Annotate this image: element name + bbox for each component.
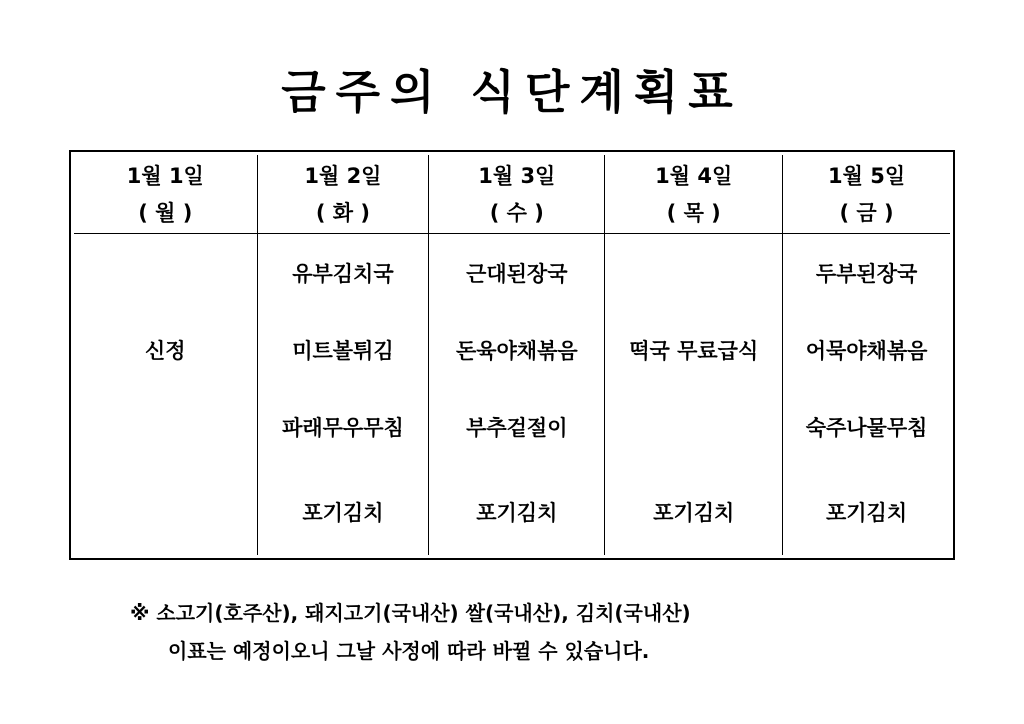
menu-table [74,155,950,555]
dish-item: 숙주나물무침 [805,415,928,440]
day-weekday: ( 월 ) [138,200,193,225]
dish-item [74,493,257,533]
dish-item: 신정 [145,338,186,363]
dish-item: 두부된장국 [815,261,918,286]
disclaimer-note: 이표는 예정이오니 그날 사정에 따라 바뀔 수 있습니다. [168,639,650,663]
day-weekday: ( 수 ) [489,200,544,225]
dish-item [605,254,782,294]
day-header [429,155,605,233]
footnote [130,594,691,670]
dish-item [74,408,257,448]
menu-row [74,233,950,555]
header-row [74,155,950,233]
dish-item: 근대된장국 [466,261,568,286]
day-header [74,155,257,233]
dish-item: 부추겉절이 [466,415,568,440]
day-header [783,155,950,233]
day-weekday: ( 화 ) [315,200,370,225]
day-date: 1월 4일 [655,163,733,188]
page-title: 금주의 식단계획표 [281,65,743,119]
dish-item: 미트볼튀김 [292,338,394,363]
day-header [257,155,429,233]
menu-table-frame [69,150,955,560]
dish-item: 포기김치 [476,500,558,525]
day-weekday: ( 금 ) [839,200,894,225]
day-date: 1월 3일 [478,163,556,188]
day-date: 1월 5일 [828,163,906,188]
origin-note: ※ 소고기(호주산), 돼지고기(국내산) 쌀(국내산), 김치(국내산) [130,601,691,625]
dish-item: 파래무우무침 [282,415,404,440]
day-date: 1월 2일 [304,163,382,188]
dish-item: 어묵야채볶음 [805,338,928,363]
dish-item [74,254,257,294]
day-menu-cell [257,233,429,555]
day-header [605,155,783,233]
day-menu-cell [605,233,783,555]
dish-item [605,408,782,448]
day-weekday: ( 목 ) [666,200,721,225]
dish-item: 돈육야채볶음 [455,338,578,363]
dish-item: 포기김치 [653,500,735,525]
day-menu-cell [429,233,605,555]
day-date: 1월 1일 [126,163,204,188]
dish-item: 떡국 무료급식 [629,338,759,363]
dish-item: 유부김치국 [292,261,394,286]
dish-item: 포기김치 [302,500,384,525]
day-menu-cell [74,233,257,555]
day-menu-cell [783,233,950,555]
dish-item: 포기김치 [825,500,908,525]
